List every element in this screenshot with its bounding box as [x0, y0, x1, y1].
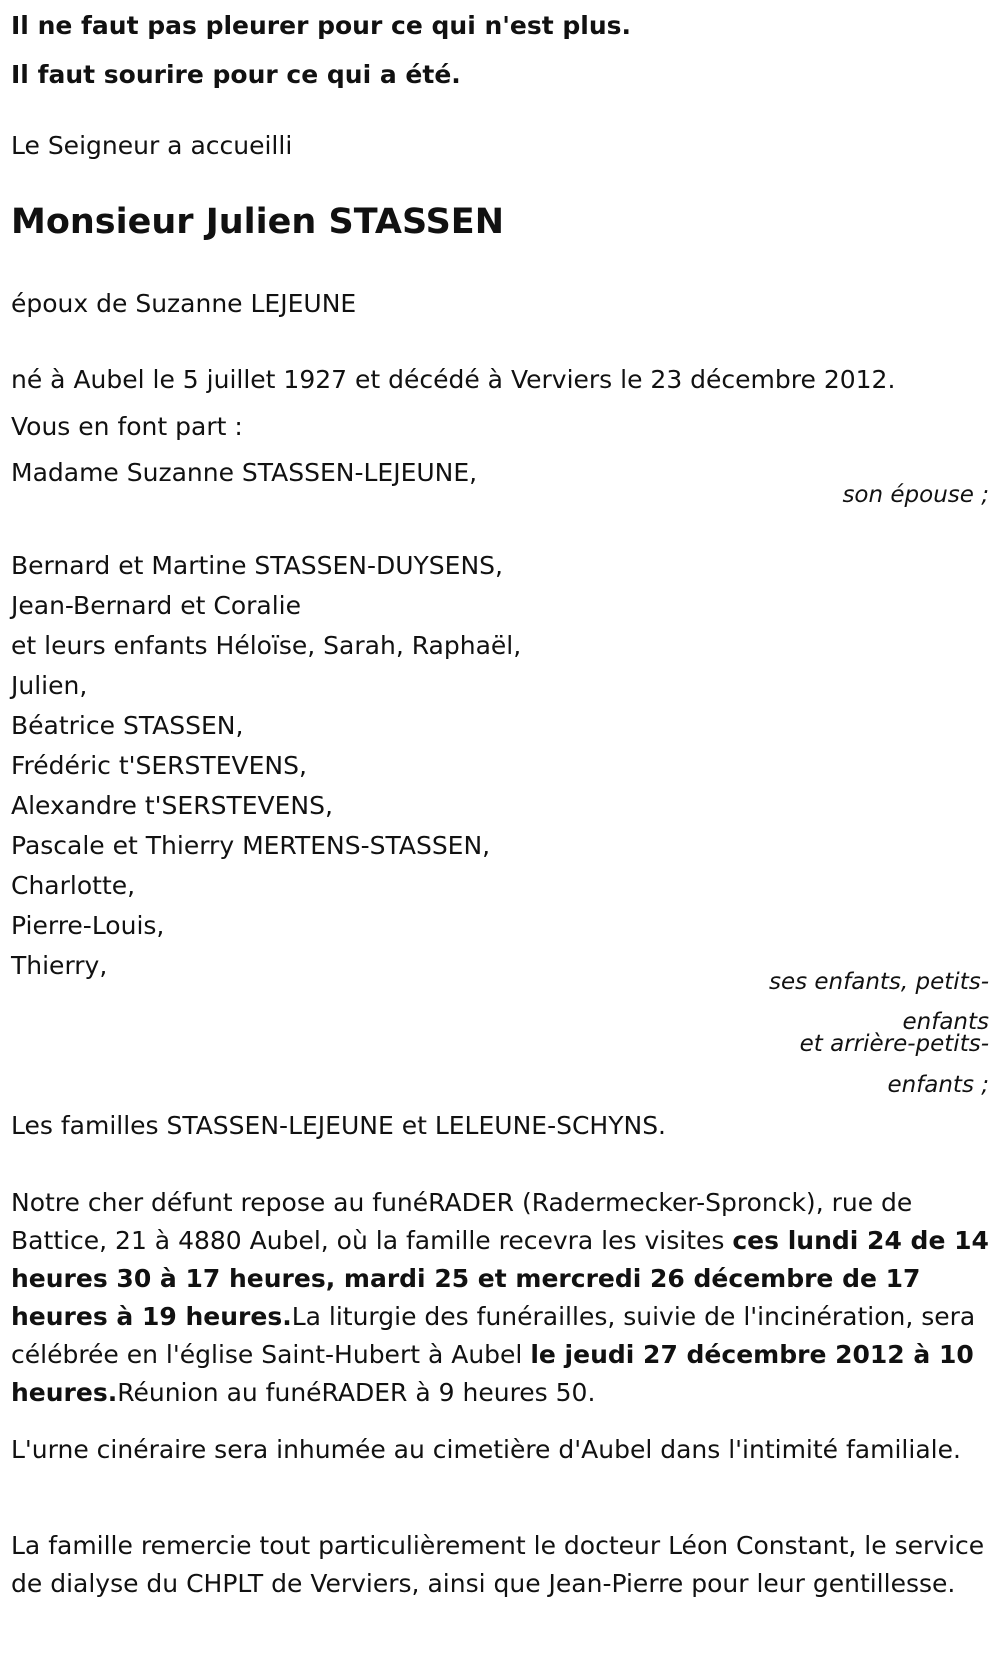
family-member: Béatrice STASSEN,	[11, 711, 244, 740]
family-member: Bernard et Martine STASSEN-DUYSENS,	[11, 551, 503, 580]
family-member: Thierry,	[11, 951, 108, 980]
family-member: Charlotte,	[11, 871, 136, 900]
family-member: Jean-Bernard et Coralie	[11, 591, 301, 620]
family-member: Pascale et Thierry MERTENS-STASSEN,	[11, 831, 491, 860]
intro-text: Le Seigneur a accueilli	[11, 131, 293, 160]
birth-death-line: né à Aubel le 5 juillet 1927 et décédé à Verviers le 23 décembre 2012.	[11, 365, 896, 394]
deceased-name: Monsieur Julien STASSEN	[11, 202, 504, 242]
children-role-line-2: enfants	[902, 1009, 989, 1035]
quote-line-1: Il ne faut pas pleurer pour ce qui n'est plus.	[11, 11, 632, 40]
urn-paragraph: L'urne cinéraire sera inhumée au cimetière d'Aubel dans l'intimité familiale.	[11, 1435, 961, 1464]
thanks-paragraph: La famille remercie tout particulièrement le docteur Léon Constant, le service de dialyse du CHPLT de Verviers, ainsi que Jean-Pierre pour leur gentillesse.	[11, 1531, 985, 1598]
family-member: Pierre-Louis,	[11, 911, 165, 940]
family-member: Julien,	[11, 671, 88, 700]
family-member: et leurs enfants Héloïse, Sarah, Raphaël,	[11, 631, 522, 660]
funeral-text-1: Notre cher défunt repose au funéRADER (Radermecker-Spronck), rue de Battice, 21 à 4880 Aubel, où la famille recevra les visites	[11, 1188, 913, 1255]
children-role-line-1: ses enfants, petits-	[768, 969, 989, 995]
visit-times: ces lundi 24 de 14 heures 30 à 17 heures, mardi 25 et mercredi 26 décembre de 17 heures à 19 heures.	[11, 1226, 989, 1331]
family-members-list	[11, 547, 521, 987]
funeral-paragraph	[11, 1184, 989, 1412]
funeral-text-3: Réunion au funéRADER à 9 heures 50.	[117, 1378, 596, 1407]
spouse-role: son épouse ;	[842, 482, 989, 508]
family-member: Alexandre t'SERSTEVENS,	[11, 791, 333, 820]
children-role-line-3: et arrière-petits-	[799, 1031, 989, 1057]
funeral-text-2: La liturgie des funérailles, suivie de l'incinération, sera célébrée en l'église Saint-Hubert à Aubel	[11, 1302, 976, 1369]
spouse-name: Madame Suzanne STASSEN-LEJEUNE,	[11, 458, 478, 487]
quote-line-2: Il faut sourire pour ce qui a été.	[11, 60, 461, 89]
families-line: Les familles STASSEN-LEJEUNE et LELEUNE-SCHYNS.	[11, 1111, 667, 1140]
family-member: Frédéric t'SERSTEVENS,	[11, 751, 307, 780]
spouse-line: époux de Suzanne LEJEUNE	[11, 289, 357, 318]
ceremony-time: le jeudi 27 décembre 2012 à 10 heures.	[11, 1340, 974, 1407]
children-role-line-4: enfants ;	[887, 1072, 989, 1098]
announce-line: Vous en font part :	[11, 412, 243, 441]
